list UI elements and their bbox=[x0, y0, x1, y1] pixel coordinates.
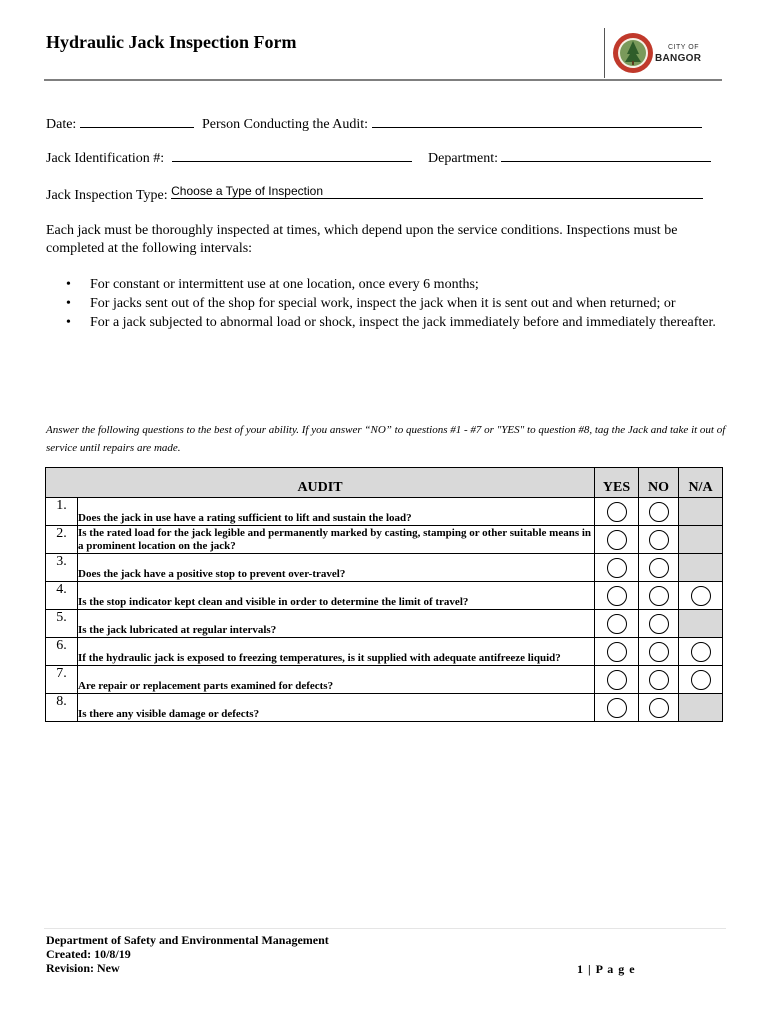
instructions-text: Answer the following questions to the best of your ability. If you answer “NO” to questions #1 - #7 or "YES" to question #8, tag the Jack and take it out of service until repairs are made. bbox=[46, 424, 726, 454]
inspection-type-row bbox=[46, 184, 703, 204]
no-radio[interactable] bbox=[649, 502, 669, 522]
na-cell bbox=[679, 638, 723, 666]
list-item: • For a jack subjected to abnormal load or shock, inspect the jack immediately before and immediately thereafter. bbox=[66, 315, 716, 330]
na-header: N/A bbox=[679, 468, 723, 498]
question-number: 3. bbox=[46, 554, 78, 582]
date-row bbox=[46, 117, 194, 133]
yes-radio[interactable] bbox=[607, 642, 627, 662]
logo-divider bbox=[604, 28, 605, 78]
table-row bbox=[46, 666, 723, 694]
no-cell bbox=[639, 610, 679, 638]
page-title: Hydraulic Jack Inspection Form bbox=[46, 32, 297, 52]
yes-radio[interactable] bbox=[607, 502, 627, 522]
bullet-icon: • bbox=[66, 315, 71, 330]
question-number: 1. bbox=[46, 498, 78, 526]
question-text: Is the rated load for the jack legible and permanently marked by casting, stamping or other suitable means in a prominent location on the jack? bbox=[78, 526, 595, 554]
person-label: Person Conducting the Audit: bbox=[202, 117, 369, 132]
list-item: • For jacks sent out of the shop for special work, inspect the jack when it is sent out and when returned; or bbox=[66, 296, 676, 311]
no-radio[interactable] bbox=[649, 558, 669, 578]
no-cell bbox=[639, 582, 679, 610]
audit-header: AUDIT bbox=[46, 468, 595, 498]
intro-paragraph: Each jack must be thoroughly inspected at times, which depend upon the service conditions. Inspections must be completed at the following intervals: bbox=[46, 223, 678, 256]
logo-city-of: CITY OF bbox=[668, 44, 699, 51]
question-number: 2. bbox=[46, 526, 78, 554]
no-header: NO bbox=[639, 468, 679, 498]
yes-cell bbox=[595, 498, 639, 526]
question-text: Are repair or replacement parts examined for defects? bbox=[78, 666, 595, 694]
yes-radio[interactable] bbox=[607, 670, 627, 690]
logo-city-name: BANGOR bbox=[655, 53, 702, 64]
date-field[interactable] bbox=[80, 127, 194, 128]
table-row bbox=[46, 554, 723, 582]
no-radio[interactable] bbox=[649, 586, 669, 606]
yes-header: YES bbox=[595, 468, 639, 498]
question-number: 7. bbox=[46, 666, 78, 694]
no-cell bbox=[639, 666, 679, 694]
table-row bbox=[46, 526, 723, 554]
jack-id-row bbox=[46, 151, 412, 167]
header-divider bbox=[44, 79, 722, 81]
yes-cell bbox=[595, 554, 639, 582]
na-radio[interactable] bbox=[691, 642, 711, 662]
yes-radio[interactable] bbox=[607, 530, 627, 550]
table-row bbox=[46, 694, 723, 722]
no-radio[interactable] bbox=[649, 530, 669, 550]
department-field[interactable] bbox=[501, 161, 711, 162]
bullet-icon: • bbox=[66, 277, 71, 292]
date-label: Date: bbox=[46, 117, 77, 132]
table-row bbox=[46, 498, 723, 526]
department-row bbox=[428, 151, 711, 167]
page-number: 1 | P a g e bbox=[577, 962, 636, 976]
person-field[interactable] bbox=[372, 127, 702, 128]
no-cell bbox=[639, 554, 679, 582]
jack-id-label: Jack Identification #: bbox=[46, 151, 165, 166]
jack-id-field[interactable] bbox=[172, 161, 412, 162]
no-radio[interactable] bbox=[649, 614, 669, 634]
no-radio[interactable] bbox=[649, 670, 669, 690]
no-radio[interactable] bbox=[649, 642, 669, 662]
footer-divider bbox=[44, 928, 726, 929]
na-cell-disabled bbox=[679, 526, 723, 554]
yes-radio[interactable] bbox=[607, 586, 627, 606]
audit-table bbox=[45, 467, 723, 722]
question-number: 6. bbox=[46, 638, 78, 666]
no-cell bbox=[639, 638, 679, 666]
no-cell bbox=[639, 526, 679, 554]
yes-cell bbox=[595, 526, 639, 554]
na-cell-disabled bbox=[679, 498, 723, 526]
question-number: 8. bbox=[46, 694, 78, 722]
yes-cell bbox=[595, 610, 639, 638]
no-radio[interactable] bbox=[649, 698, 669, 718]
footer bbox=[46, 933, 329, 975]
question-text: Does the jack have a positive stop to prevent over-travel? bbox=[78, 554, 595, 582]
no-cell bbox=[639, 498, 679, 526]
yes-cell bbox=[595, 666, 639, 694]
list-item: • For constant or intermittent use at one location, once every 6 months; bbox=[66, 277, 479, 292]
department-label: Department: bbox=[428, 151, 498, 166]
question-text: Is the stop indicator kept clean and visible in order to determine the limit of travel? bbox=[78, 582, 595, 610]
yes-cell bbox=[595, 694, 639, 722]
inspection-type-select[interactable]: Choose a Type of Inspection bbox=[171, 184, 703, 199]
question-text: Is the jack lubricated at regular intervals? bbox=[78, 610, 595, 638]
bullet-icon: • bbox=[66, 296, 71, 311]
yes-cell bbox=[595, 638, 639, 666]
footer-created: Created: 10/8/19 bbox=[46, 947, 131, 961]
yes-cell bbox=[595, 582, 639, 610]
table-row bbox=[46, 638, 723, 666]
city-seal-icon bbox=[612, 32, 654, 74]
yes-radio[interactable] bbox=[607, 558, 627, 578]
footer-department: Department of Safety and Environmental Management bbox=[46, 933, 329, 947]
na-cell bbox=[679, 582, 723, 610]
na-radio[interactable] bbox=[691, 586, 711, 606]
no-cell bbox=[639, 694, 679, 722]
question-number: 4. bbox=[46, 582, 78, 610]
interval-list bbox=[66, 276, 726, 333]
na-cell-disabled bbox=[679, 610, 723, 638]
na-radio[interactable] bbox=[691, 670, 711, 690]
yes-radio[interactable] bbox=[607, 614, 627, 634]
question-text: Is there any visible damage or defects? bbox=[78, 694, 595, 722]
na-cell bbox=[679, 666, 723, 694]
table-row bbox=[46, 610, 723, 638]
question-text: If the hydraulic jack is exposed to freezing temperatures, is it supplied with adequate antifreeze liquid? bbox=[78, 638, 595, 666]
na-cell-disabled bbox=[679, 554, 723, 582]
na-cell-disabled bbox=[679, 694, 723, 722]
question-text: Does the jack in use have a rating sufficient to lift and sustain the load? bbox=[78, 498, 595, 526]
table-row bbox=[46, 582, 723, 610]
question-number: 5. bbox=[46, 610, 78, 638]
footer-revision: Revision: New bbox=[46, 961, 120, 975]
yes-radio[interactable] bbox=[607, 698, 627, 718]
inspection-type-label: Jack Inspection Type: bbox=[46, 188, 168, 203]
person-row bbox=[202, 117, 702, 133]
table-header-row bbox=[46, 468, 723, 498]
